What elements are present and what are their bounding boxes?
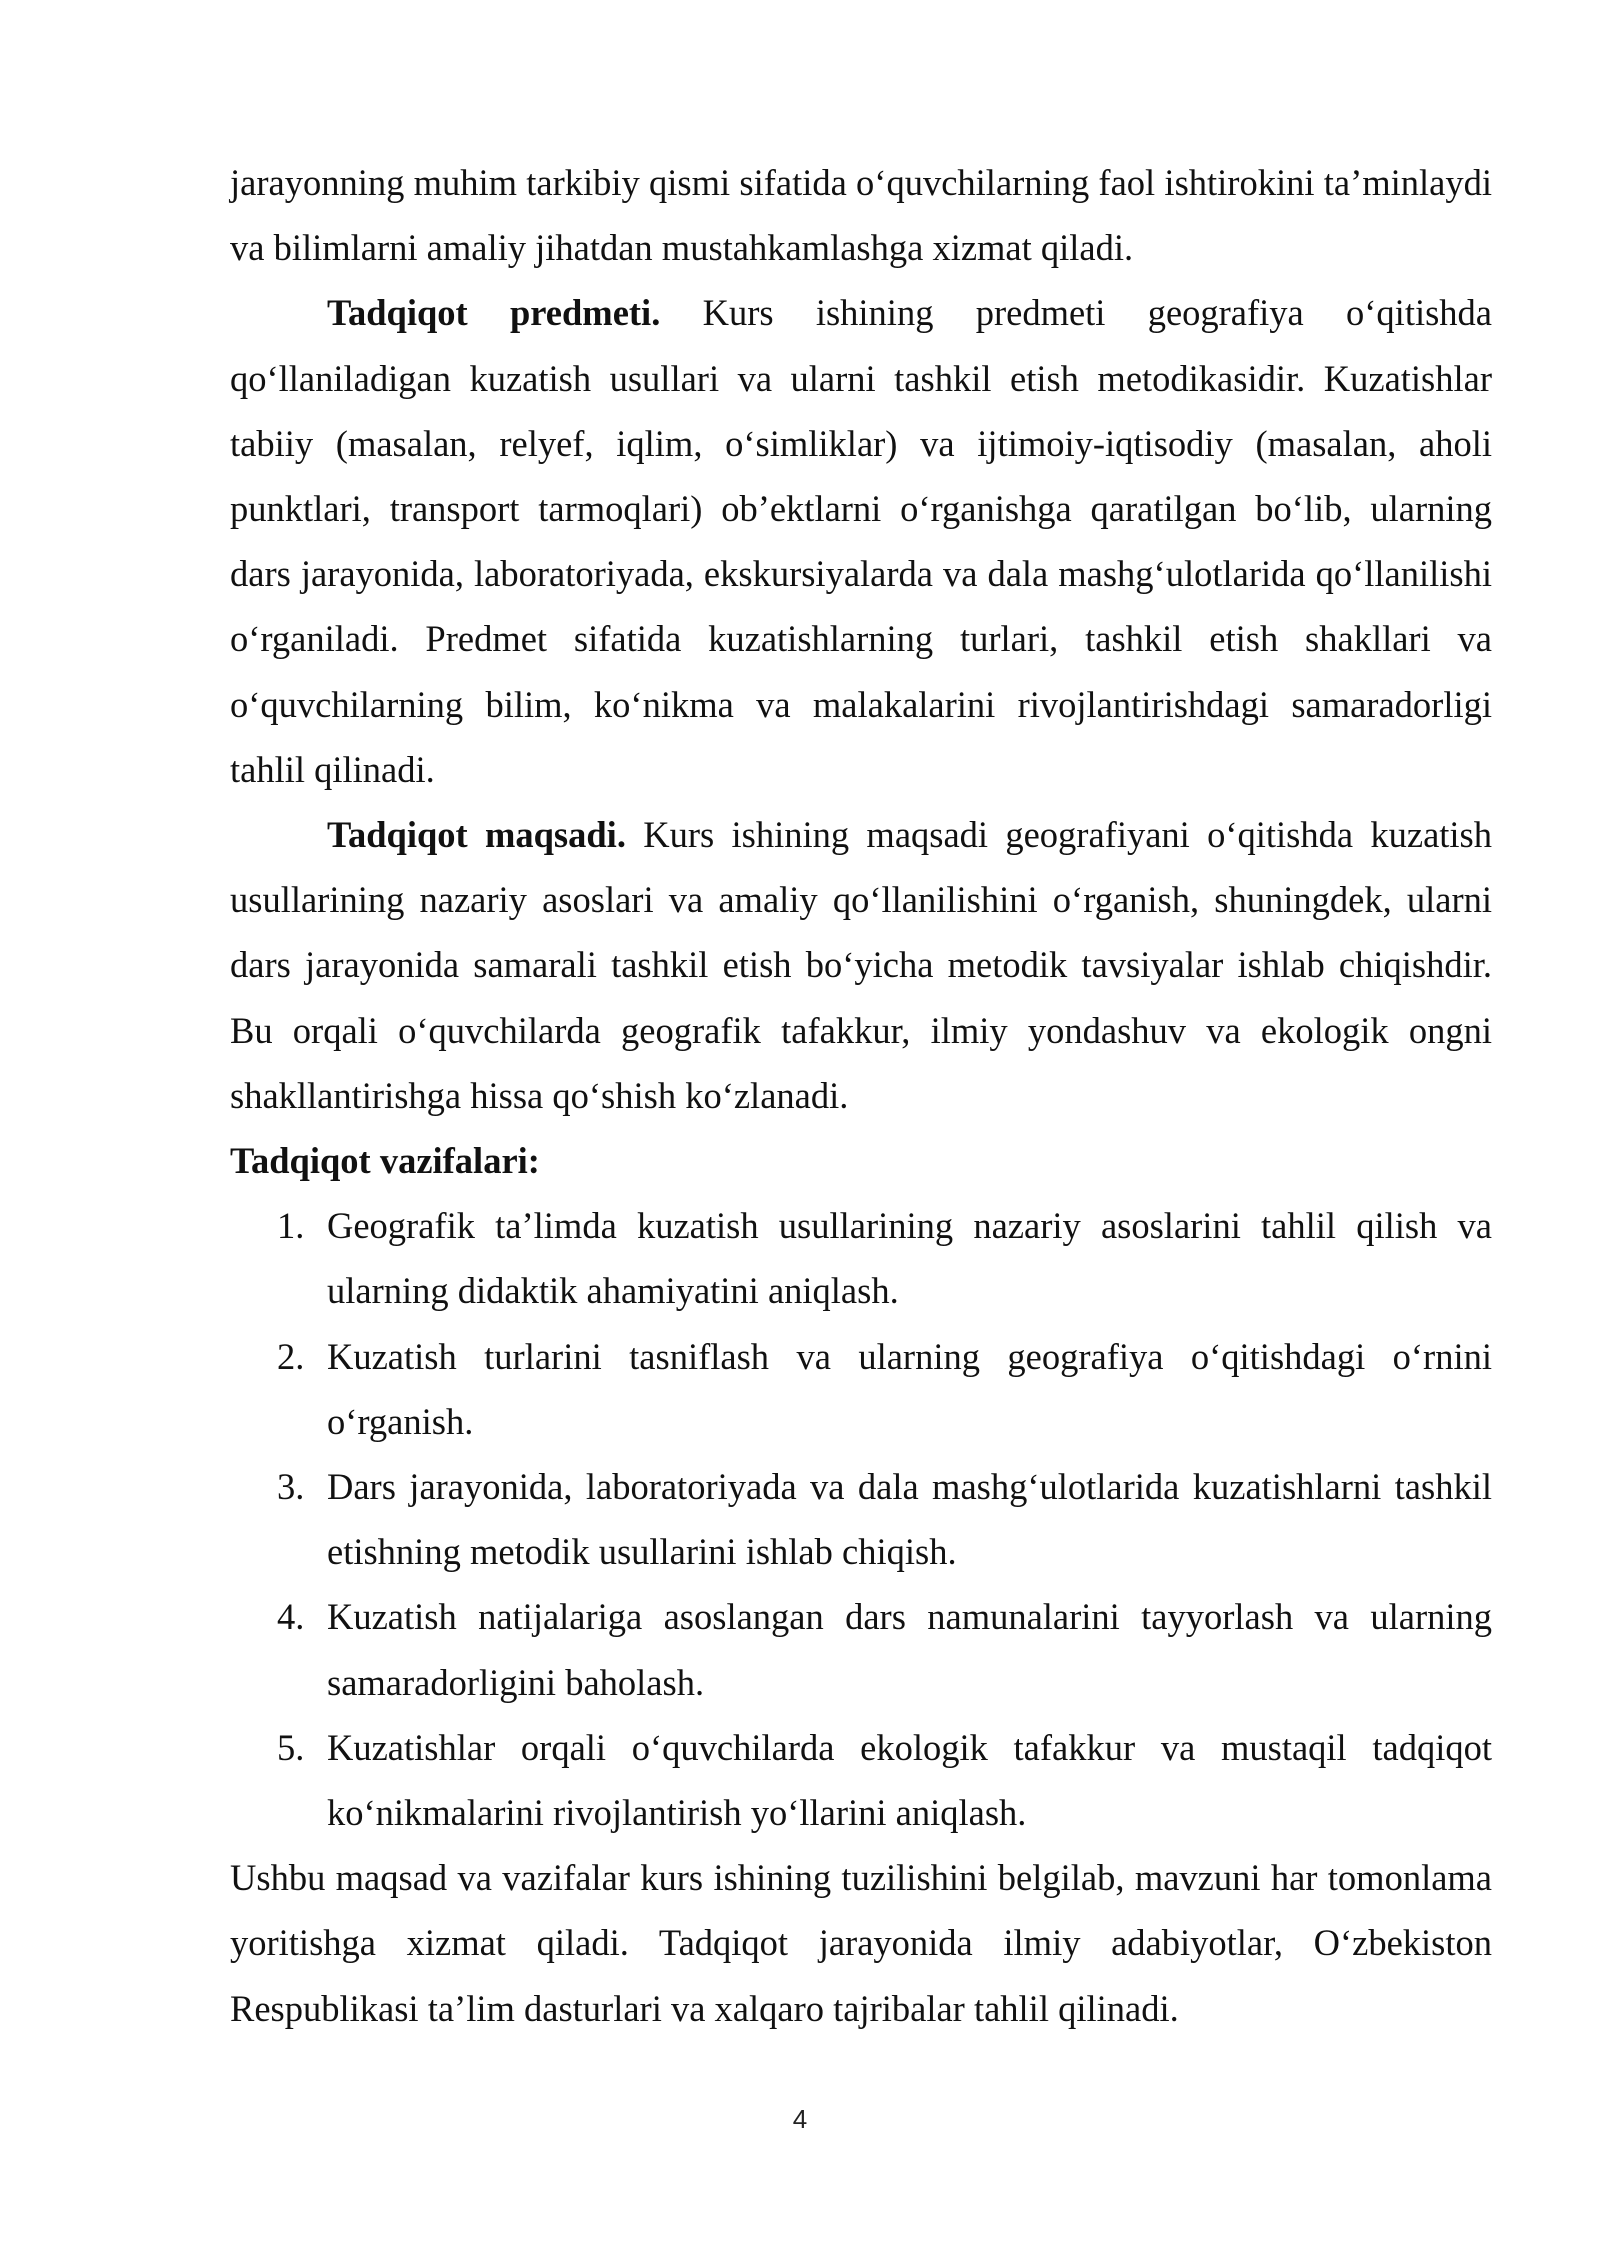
subject-text: Kurs ishining predmeti geografiya o‘qitishda qo‘llaniladigan kuzatish usullari va ularni tashkil etish metodikasidir. Kuzatishlar tabiiy (masalan, relyef, iqlim, o‘simliklar) va ijtimoiy-iqtisodiy (masalan, aholi punktlari, transport tarmoqlari) ob’ektlarni o‘rganishga qaratilgan bo‘lib, ularning dars jarayonida, laboratoriyada, ekskursiyalarda va dala mashg‘ulotlarida qo‘llanilishi o‘rganiladi. Predmet sifatida kuzatishlarning turlari, tashkil etish shakllari va o‘quvchilarning bilim, ko‘nikma va malakalarini rivojlantirishdagi samaradorligi tahlil qilinadi.	[230, 292, 1493, 790]
task-text: Kuzatishlar orqali o‘quvchilarda ekologik tafakkur va mustaqil tadqiqot ko‘nikmalarini rivojlantirish yo‘llarini aniqlash.	[327, 1726, 1492, 1834]
task-item-1	[230, 1193, 1492, 1323]
task-text: Kuzatish turlarini tasniflash va ularning geografiya o‘qitishdagi o‘rnini o‘rganish.	[327, 1335, 1492, 1442]
task-item-5	[230, 1715, 1492, 1845]
task-item-2	[230, 1324, 1492, 1454]
goal-text: Kurs ishining maqsadi geografiyani o‘qitishda kuzatish usullarining nazariy asoslari va amaliy qo‘llanilishini o‘rganish, shuningdek, ularni dars jarayonida samarali tashkil etish bo‘yicha metodik tavsiyalar ishlab chiqishdir. Bu orqali o‘quvchilarda geografik tafakkur, ilmiy yondashuv va ekologik ongni shakllantirishga hissa qo‘shish ko‘zlanadi.	[230, 814, 1493, 1116]
subject-heading: Tadqiqot predmeti.	[327, 292, 661, 334]
page-number: 4	[792, 2104, 808, 2134]
tasks-list	[230, 1193, 1492, 1845]
task-text: Kuzatish natijalariga asoslangan dars namunalarini tayyorlash va ularning samaradorligini baholash.	[327, 1596, 1492, 1703]
task-number: 2.	[277, 1335, 305, 1377]
task-item-3	[230, 1454, 1492, 1584]
task-item-4	[230, 1584, 1492, 1714]
task-text: Geografik ta’limda kuzatish usullarining nazariy asoslarini tahlil qilish va ularning didaktik ahamiyatini aniqlash.	[327, 1205, 1492, 1312]
task-number: 4.	[277, 1596, 305, 1638]
task-text: Dars jarayonida, laboratoriyada va dala mashg‘ulotlarida kuzatishlarni tashkil etishning metodik usullarini ishlab chiqish.	[327, 1466, 1492, 1573]
subject-paragraph	[230, 280, 1492, 802]
tasks-heading: Tadqiqot vazifalari:	[230, 1140, 540, 1182]
goal-heading: Tadqiqot maqsadi.	[327, 814, 626, 856]
task-number: 3.	[277, 1466, 305, 1508]
task-number: 1.	[277, 1205, 305, 1247]
closing-paragraph: Ushbu maqsad va vazifalar kurs ishining tuzilishini belgilab, mavzuni har tomonlama yoritishga xizmat qiladi. Tadqiqot jarayonida ilmiy adabiyotlar, O‘zbekiston Respublikasi ta’lim dasturlari va xalqaro tajribalar tahlil qilinadi.	[230, 1857, 1492, 2029]
goal-paragraph	[230, 802, 1492, 1128]
document-page	[230, 150, 1492, 2041]
task-number: 5.	[277, 1726, 305, 1768]
intro-paragraph: jarayonning muhim tarkibiy qismi sifatida o‘quvchilarning faol ishtirokini ta’minlaydi va bilimlarni amaliy jihatdan mustahkamlashga xizmat qiladi.	[230, 162, 1492, 269]
